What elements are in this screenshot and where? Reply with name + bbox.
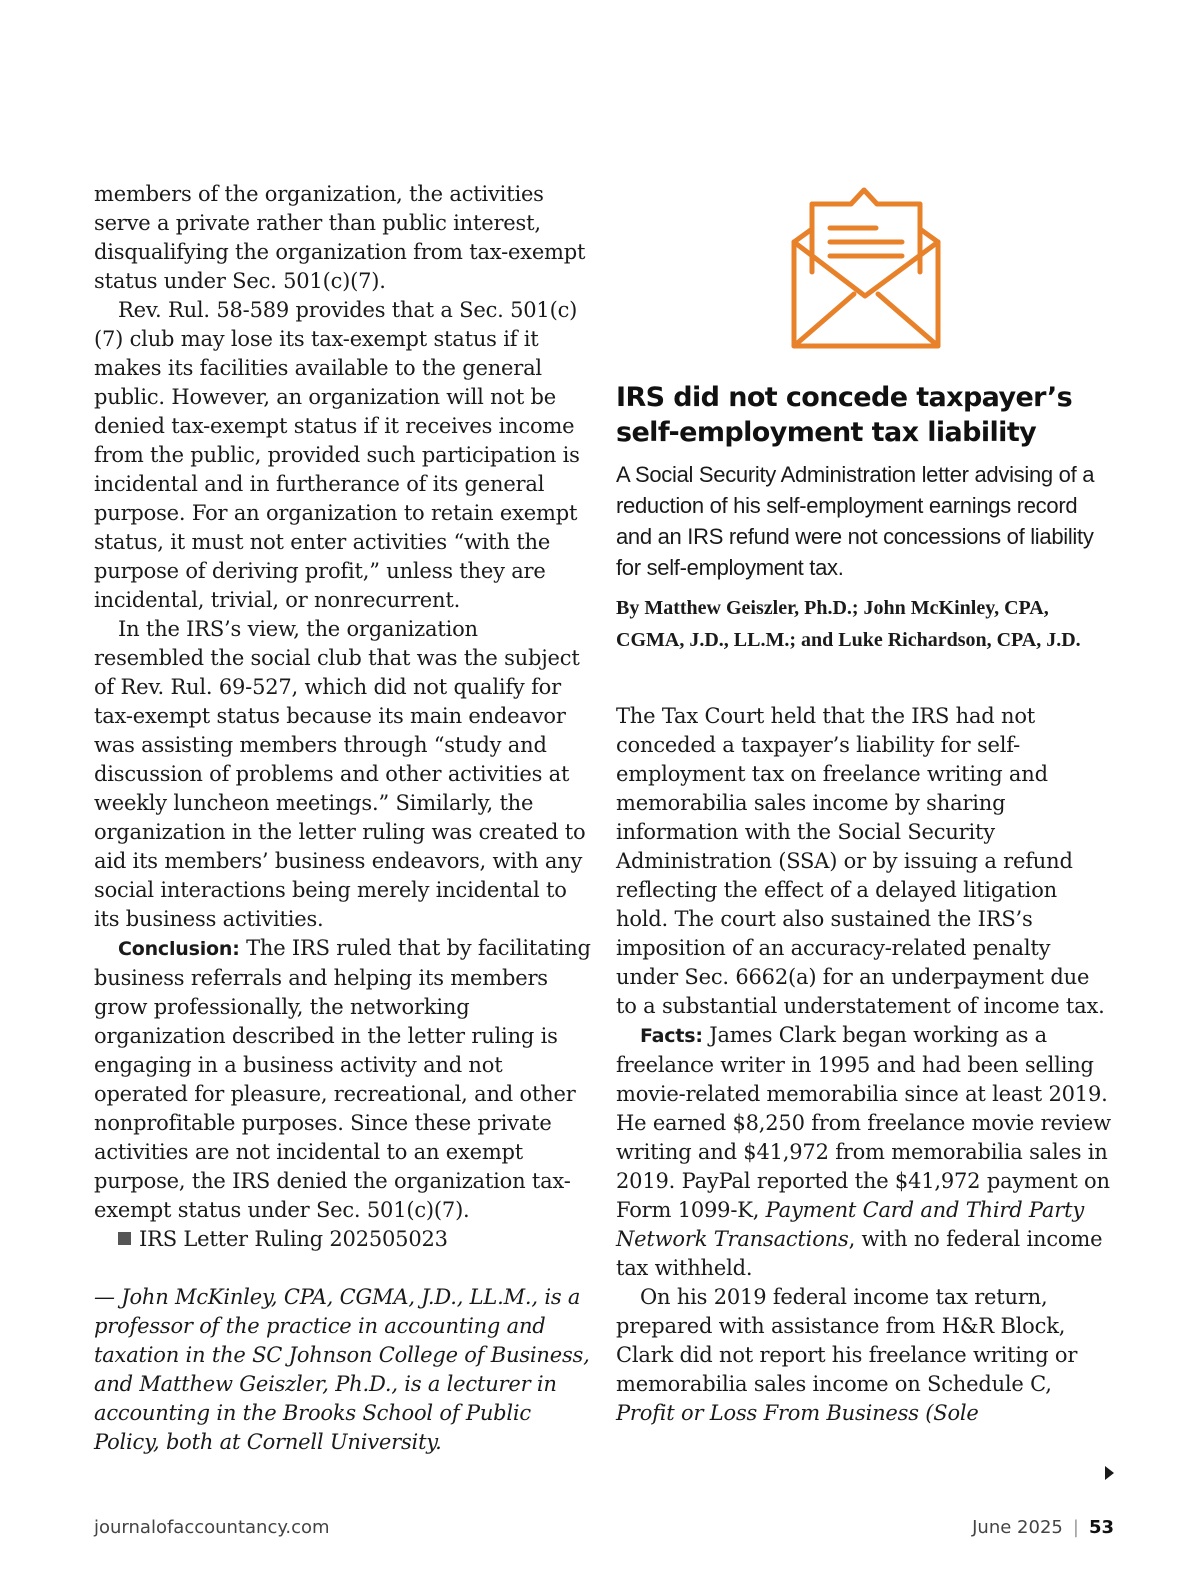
body-paragraph: [616, 1283, 1114, 1428]
issue-date: June 2025: [972, 1517, 1063, 1538]
left-column: [94, 180, 594, 1457]
author-bio: — John McKinley, CPA, CGMA, J.D., LL.M., is a professor of the practice in accounting and taxation in the SC Johnson College of Business, and Matthew Geiszler, Ph.D., is a lecturer in accounting in the Brooks School of Public Policy, both at Cornell University.: [94, 1285, 590, 1454]
body-paragraph: In the IRS’s view, the organization resembled the social club that was the subject of Rev. Rul. 69-527, which did not qualify for tax-exempt status because its main endeavor was assisting members through “study and discussion of problems and other activities at weekly luncheon meetings.” Similarly, the organization in the letter ruling was created to aid its members’ business endeavors, with any social interactions being merely incidental to its business activities.: [94, 617, 586, 931]
envelope-letter-icon: [786, 184, 944, 352]
article-byline: By Matthew Geiszler, Ph.D.; John McKinley, CPA, CGMA, J.D., LL.M.; and Luke Richardson, CPA, J.D.: [616, 597, 1081, 651]
article-headline: IRS did not concede taxpayer’s self-employment tax liability: [616, 382, 1073, 448]
right-column: [616, 702, 1114, 1428]
continued-arrow-icon: [1104, 1464, 1116, 1482]
facts-text: James Clark began working as a freelance writer in 1995 and had been selling movie-related memorabilia since at least 2019. He earned $8,250 from freelance movie review writing and $41,972 from memorabilia sales in 2019. PayPal reported the $41,972 payment on Form 1099-K,: [616, 1023, 1111, 1222]
return-text: On his 2019 federal income tax return, prepared with assistance from H&R Block, Clark did not report his freelance writing or memorabilia sales income on Schedule C,: [616, 1285, 1078, 1396]
square-bullet-icon: [118, 1232, 131, 1245]
footer-issue-info: [972, 1517, 1114, 1538]
body-paragraph: Rev. Rul. 58-589 provides that a Sec. 501(c)(7) club may lose its tax-exempt status if it makes its facilities available to the general public. However, an organization will not be denied tax-exempt status if it receives income from the public, provided such participation is incidental and in furtherance of its general purpose. For an organization to retain exempt status, it must not enter activities “with the purpose of deriving profit,” unless they are incidental, trivial, or nonrecurrent.: [94, 298, 580, 612]
facts-label: Facts:: [640, 1025, 703, 1047]
facts-text-end: , with no federal income tax withheld.: [616, 1227, 1103, 1280]
footer-site: journalofaccountancy.com: [94, 1517, 330, 1538]
facts-paragraph: [616, 1021, 1114, 1283]
conclusion-paragraph: [94, 934, 594, 1225]
article-deck: A Social Security Administration letter advising of a reduction of his self-employment earnings record and an IRS refund were not concessions of liability for self-employment tax.: [616, 462, 1095, 580]
schedule-title: Profit or Loss From Business (Sole: [616, 1401, 979, 1425]
conclusion-label: Conclusion:: [118, 938, 240, 960]
citation-text: IRS Letter Ruling 202505023: [139, 1227, 448, 1251]
conclusion-text: The IRS ruled that by facilitating business referrals and helping its members grow professionally, the networking organization described in the letter ruling is engaging in a business activity and not operated for pleasure, recreational, and other nonprofitable purposes. Since these private activities are not incidental to an exempt purpose, the IRS denied the organization tax-exempt status under Sec. 501(c)(7).: [94, 936, 591, 1222]
body-paragraph: members of the organization, the activities serve a private rather than public interest, disqualifying the organization from tax-exempt status under Sec. 501(c)(7).: [94, 182, 586, 293]
citation: [94, 1225, 594, 1254]
page-number: 53: [1088, 1517, 1114, 1538]
footer-separator: |: [1072, 1517, 1079, 1538]
form-title: Payment Card and Third Party Network Transactions: [616, 1198, 1084, 1251]
body-paragraph: The Tax Court held that the IRS had not conceded a taxpayer’s liability for self-employment tax on freelance writing and memorabilia sales income by sharing information with the Social Security Administration (SSA) or by issuing a refund reflecting the effect of a delayed litigation hold. The court also sustained the IRS’s imposition of an accuracy-related penalty under Sec. 6662(a) for an underpayment due to a substantial understatement of income tax.: [616, 704, 1105, 1018]
